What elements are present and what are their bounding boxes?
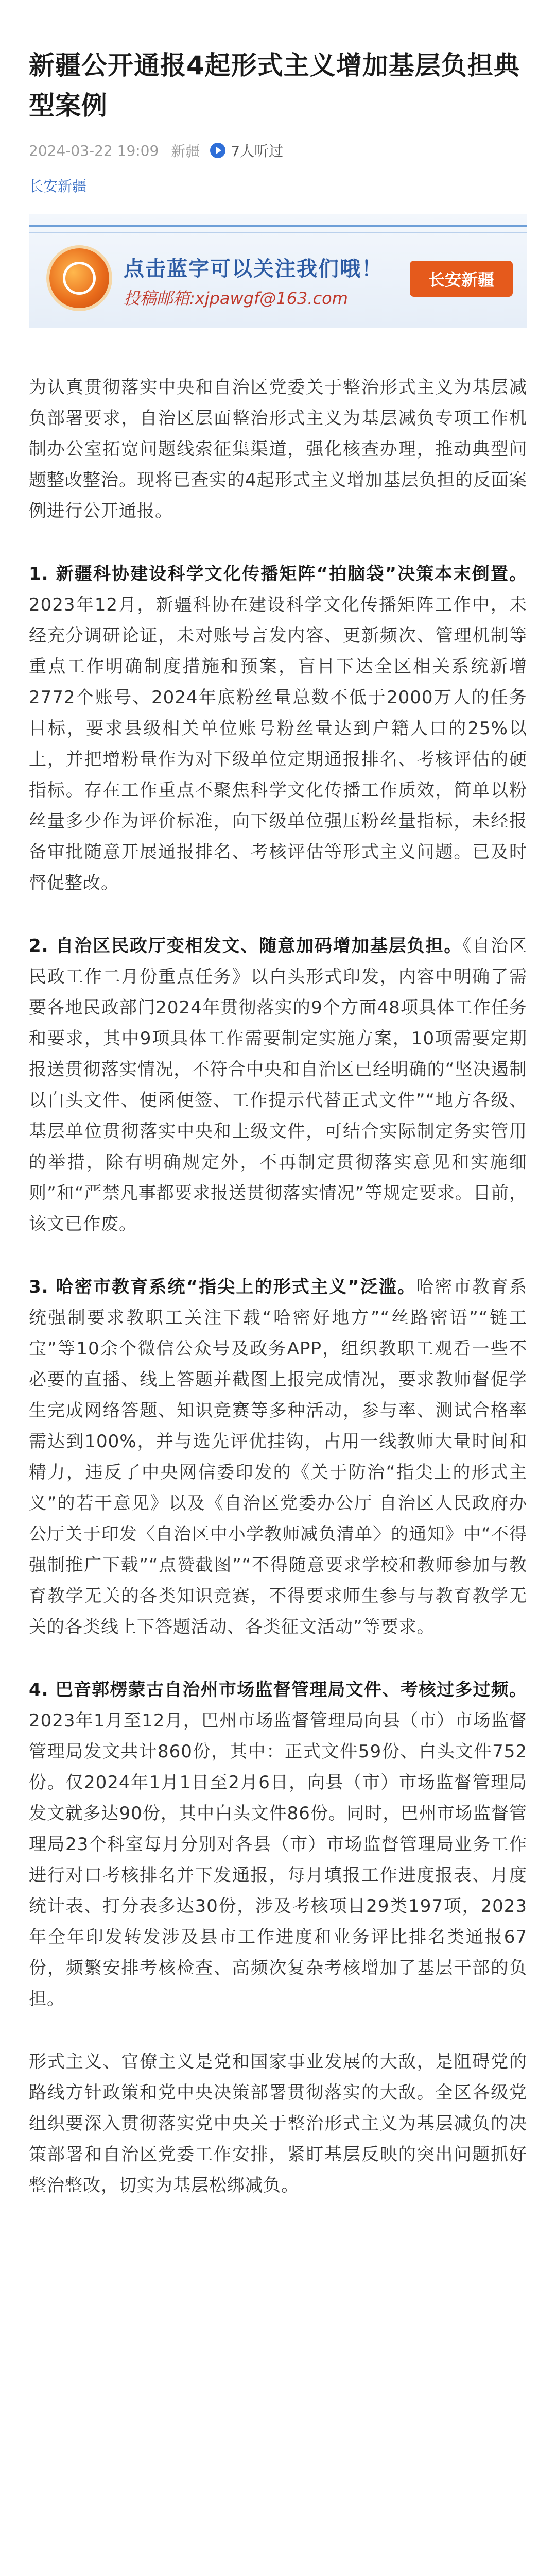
case-text: 哈密市教育系统强制要求教职工关注下载“哈密好地方”“丝路密语”“链工宝”等10余个微信公众号及政务APP，组织教职工观看一些不必要的直播、线上答题并截图上报完成情况，要求教师督促学生完成网络答题、知识竞赛等多种活动，参与率、测试合格率需达到100%，并与选先评优挂钩，占用一线教师大量时间和精力，违反了中央网信委印发的《关于防治“指尖上的形式主义”的若干意见》以及《自治区党委办公厅 自治区人民政府办公厅关于印发〈自治区中小学教师减负清单〉的通知》中“不得强制推广下载”“点赞截图”“不得随意要求学校和教师参加与教育教学无关的各类知识竞赛，不得要求师生参与与教育教学无关的各类线上下答题活动、各类征文活动”等要求。 [29,1277,527,1637]
article-meta [0,126,556,164]
banner-rule-thin [29,232,527,233]
play-icon [210,143,225,158]
article-body [0,328,556,2201]
author-row [0,164,556,201]
publish-date: 2024-03-22 19:09 [29,142,159,159]
author-link[interactable]: 长安新疆 [29,178,87,195]
publish-region: 新疆 [171,143,200,160]
listen-count: 7人听过 [231,143,284,160]
case-text: 2023年1月至12月，巴州市场监督管理局向县（市）市场监督管理局发文共计860份，其中：正式文件59份、白头文件752份。仅2024年1月1日至2月6日，向县（市）市场监督管理局发文就多达90份，其中白头文件86份。同时，巴州市场监督管理局23个科室每月分别对各县（市）市场监督管理局业务工作进行对口考核排名并下发通报，每月填报工作进度报表、月度统计表、打分表多达30份，涉及考核项目29类197项，2023年全年印发转发涉及县市工作进度和业务评比排名类通报67份，频繁安排考核检查、高频次复杂考核增加了基层干部的负担。 [29,1710,527,2009]
case-paragraph [29,558,527,899]
banner-email: 投稿邮箱:xjpawgf@163.com [124,289,348,308]
police-badge-icon [49,248,109,308]
case-lead: 1. 新疆科协建设科学文化传播矩阵“拍脑袋”决策本末倒置。 [29,564,527,584]
article-title: 新疆公开通报4起形式主义增加基层负担典型案例 [29,50,520,121]
banner-headline: 点击蓝字可以关注我们哦！ [124,257,383,281]
listen-button[interactable] [210,140,283,161]
case-lead: 4. 巴音郭楞蒙古自治州市场监督管理局文件、考核过多过频。 [29,1680,527,1700]
case-lead: 2. 自治区民政厅变相发文、随意加码增加基层负担。 [29,936,463,956]
case-lead: 3. 哈密市教育系统“指尖上的形式主义”泛滥。 [29,1277,416,1297]
case-paragraph [29,930,527,1240]
case-text: 《自治区民政工作二月份重点任务》以白头形式印发，内容中明确了需要各地民政部门2024年贯彻落实的9个方面48项具体工作任务和要求，其中9项具体工作需要制定实施方案，10项需要定期报送贯彻落实情况，不符合中央和自治区已经明确的“坚决遏制以白头文件、便函便签、工作提示代替正式文件”“地方各级、基层单位贯彻落实中央和上级文件，可结合实际制定务实管用的举措，除有明确规定外，不再制定贯彻落实意见和实施细则”和“严禁凡事都要求报送贯彻落实情况”等规定要求。目前，该文已作废。 [29,936,528,1234]
case-paragraph [29,1272,527,1642]
banner-brand: 长安新疆 [410,261,513,297]
banner-rule [29,225,527,227]
case-text: 2023年12月，新疆科协在建设科学文化传播矩阵工作中，未经充分调研论证，未对账号言发内容、更新频次、管理机制等重点工作明确制度措施和预案，盲目下达全区相关系统新增2772个账号、2024年底粉丝量总数不低于2000万人的任务目标，要求县级相关单位账号粉丝量达到户籍人口的25%以上，并把增粉量作为对下级单位定期通报排名、考核评估的硬指标。存在工作重点不聚焦科学文化传播工作质效，简单以粉丝量多少作为评价标准，向下级单位强压粉丝量指标，未经报备审批随意开展通报排名、考核评估等形式主义问题。已及时督促整改。 [29,595,527,893]
follow-banner[interactable] [29,214,527,328]
intro-paragraph: 为认真贯彻落实中央和自治区党委关于整治形式主义为基层减负部署要求，自治区层面整治形式主义为基层减负专项工作机制办公室拓宽问题线索征集渠道，强化核查办理，推动典型问题整改整治。现将已查实的4起形式主义增加基层负担的反面案例进行公开通报。 [29,377,527,521]
case-paragraph [29,1674,527,2014]
closing-paragraph: 形式主义、官僚主义是党和国家事业发展的大敌，是阻碍党的路线方针政策和党中央决策部署贯彻落实的大敌。全区各级党组织要深入贯彻落实党中央关于整治形式主义为基层减负的决策部署和自治区党委工作安排，紧盯基层反映的突出问题抓好整治整改，切实为基层松绑减负。 [29,2052,527,2196]
